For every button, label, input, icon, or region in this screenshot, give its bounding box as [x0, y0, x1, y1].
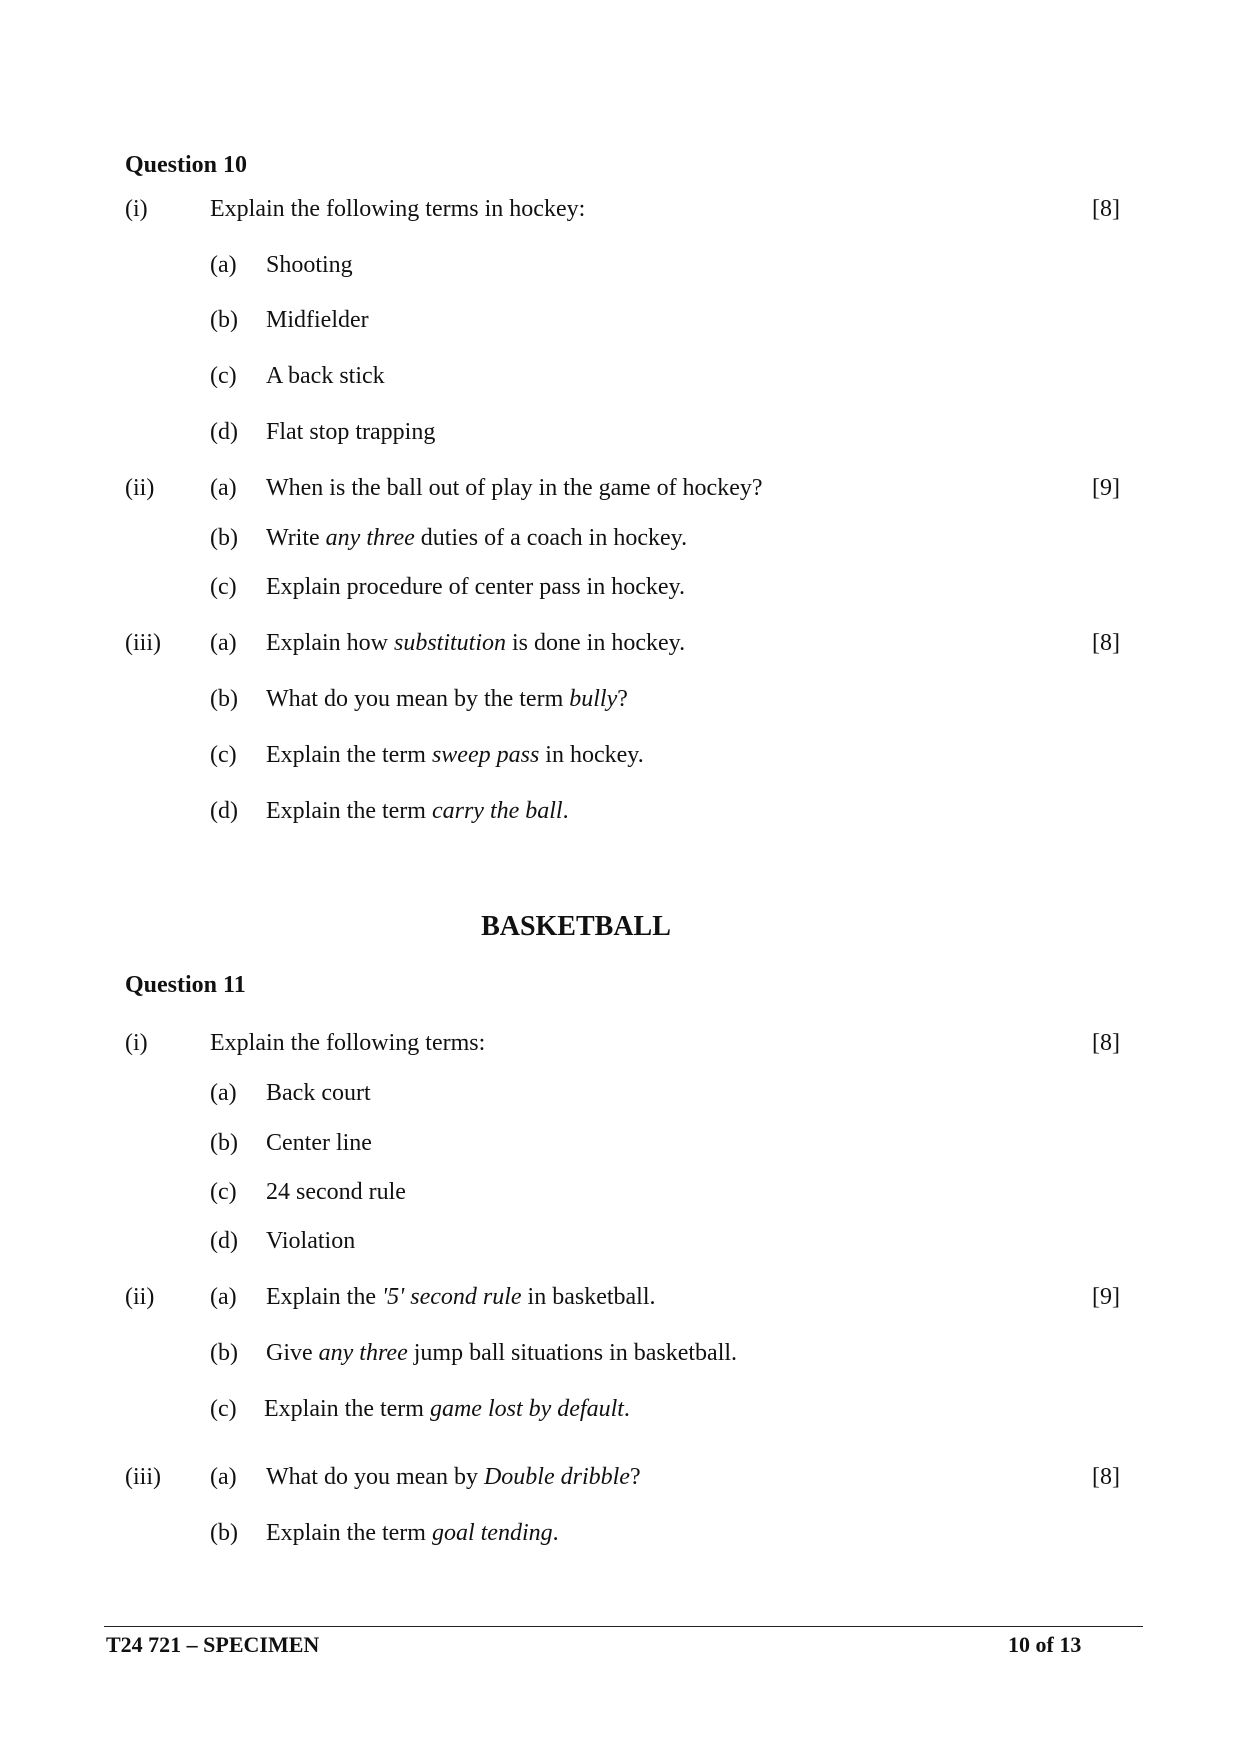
q11-i-stem: Explain the following terms: [210, 1030, 486, 1056]
q11-i-c-text: 24 second rule [266, 1179, 406, 1205]
q10-iii-b-text: What do you mean by the term bully? [266, 686, 628, 712]
q11-iii-a-label: (a) [210, 1464, 237, 1490]
q10-iii-d-text: Explain the term carry the ball. [266, 798, 569, 824]
q10-i-a-text: Shooting [266, 252, 353, 278]
q11-iii-number: (iii) [125, 1464, 161, 1490]
q10-i-d-label: (d) [210, 419, 238, 445]
q10-ii-a-label: (a) [210, 475, 237, 501]
section-heading-basketball: BASKETBALL [481, 911, 671, 942]
q11-iii-b-text: Explain the term goal tending. [266, 1520, 559, 1546]
q10-iii-c-label: (c) [210, 742, 237, 768]
q10-iii-marks: [8] [1092, 630, 1120, 656]
q10-ii-b-text: Write any three duties of a coach in hockey. [266, 525, 688, 551]
q10-ii-a-text: When is the ball out of play in the game of hockey? [266, 475, 763, 501]
q10-iii-a-text: Explain how substitution is done in hockey. [266, 630, 686, 656]
q10-iii-c-text: Explain the term sweep pass in hockey. [266, 742, 644, 768]
q10-iii-b-label: (b) [210, 686, 238, 712]
q11-i-c-label: (c) [210, 1179, 237, 1205]
q10-i-a-label: (a) [210, 252, 237, 278]
q10-i-b-label: (b) [210, 307, 238, 333]
q11-ii-number: (ii) [125, 1284, 155, 1310]
q11-ii-marks: [9] [1092, 1284, 1120, 1310]
q10-i-c-label: (c) [210, 363, 237, 389]
q11-ii-b-text: Give any three jump ball situations in basketball. [266, 1340, 738, 1366]
q11-i-number: (i) [125, 1030, 148, 1056]
footer-paper-code: T24 721 – SPECIMEN [106, 1632, 320, 1657]
q11-i-d-text: Violation [266, 1228, 356, 1254]
question-10-title: Question 10 [125, 152, 248, 178]
q10-iii-a-label: (a) [210, 630, 237, 656]
q10-i-c-text: A back stick [266, 363, 385, 389]
q11-ii-c-label: (c) [210, 1396, 237, 1422]
footer-divider [104, 1626, 1143, 1627]
q10-i-number: (i) [125, 196, 148, 222]
q11-ii-b-label: (b) [210, 1340, 238, 1366]
q10-ii-b-label: (b) [210, 525, 238, 551]
footer-page-number: 10 of 13 [1008, 1632, 1082, 1657]
q11-i-b-text: Center line [266, 1130, 372, 1156]
q11-iii-a-text: What do you mean by Double dribble? [266, 1464, 641, 1490]
q11-i-b-label: (b) [210, 1130, 238, 1156]
q10-i-b-text: Midfielder [266, 307, 369, 333]
q11-i-a-text: Back court [266, 1080, 371, 1106]
q11-ii-c-text: Explain the term game lost by default. [264, 1396, 630, 1422]
q11-i-d-label: (d) [210, 1228, 238, 1254]
q10-ii-marks: [9] [1092, 475, 1120, 501]
q11-iii-marks: [8] [1092, 1464, 1120, 1490]
q10-i-d-text: Flat stop trapping [266, 419, 436, 445]
q11-i-marks: [8] [1092, 1030, 1120, 1056]
q10-ii-number: (ii) [125, 475, 155, 501]
q10-i-stem: Explain the following terms in hockey: [210, 196, 586, 222]
q11-i-a-label: (a) [210, 1080, 237, 1106]
q10-i-marks: [8] [1092, 196, 1120, 222]
q10-ii-c-text: Explain procedure of center pass in hockey. [266, 574, 685, 600]
q10-ii-c-label: (c) [210, 574, 237, 600]
q10-iii-d-label: (d) [210, 798, 238, 824]
q10-iii-number: (iii) [125, 630, 161, 656]
q11-iii-b-label: (b) [210, 1520, 238, 1546]
q11-ii-a-text: Explain the '5' second rule in basketball. [266, 1284, 656, 1310]
q11-ii-a-label: (a) [210, 1284, 237, 1310]
question-11-title: Question 11 [125, 972, 246, 998]
